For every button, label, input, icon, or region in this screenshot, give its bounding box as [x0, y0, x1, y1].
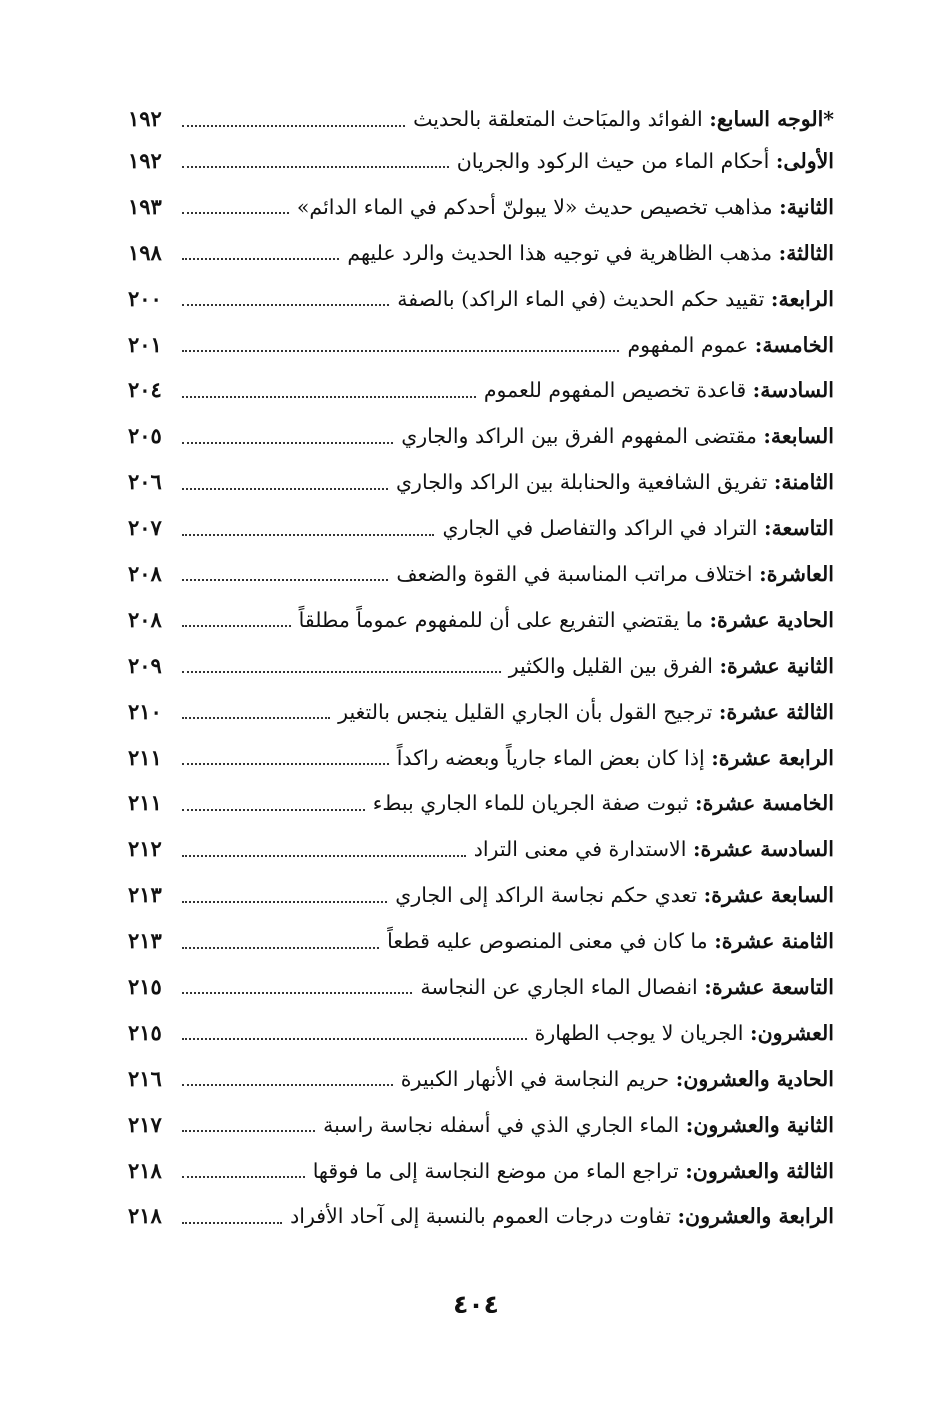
- dot-leader: [182, 395, 476, 398]
- toc-entry-text: تعدي حكم نجاسة الراكد إلى الجاري: [395, 883, 698, 908]
- toc-entry-title: [413, 100, 834, 138]
- toc-entry: [128, 735, 834, 781]
- toc-entry-page: ٢١٢: [128, 836, 162, 862]
- toc-entry-page: ١٩٨: [128, 239, 162, 265]
- toc-entry-text: ما كان في معنى المنصوص عليه قطعاً: [387, 929, 708, 954]
- dot-leader: [182, 487, 388, 490]
- toc-entry-label: الحادية والعشرون:: [675, 1066, 834, 1091]
- toc-entry: [128, 643, 834, 689]
- toc-entry: [128, 367, 834, 413]
- toc-entry-page: ١٩٣: [128, 193, 162, 219]
- dot-leader: [182, 165, 449, 168]
- toc-entry-title: [313, 1149, 834, 1195]
- toc-entry-text: الاستدارة في معنى التراد: [473, 837, 687, 862]
- dot-leader: [182, 716, 330, 719]
- toc-entry-label: الرابعة عشرة:: [711, 745, 834, 770]
- toc-entry-title: [323, 1103, 834, 1149]
- toc-entry-text: الفوائد والمبَاحث المتعلقة بالحديث: [413, 107, 703, 131]
- toc-entry: [128, 780, 834, 826]
- toc-entry-text: التراد في الراكد والتفاصل في الجاري: [442, 516, 758, 541]
- toc-entry: [128, 1010, 834, 1056]
- table-of-contents: [128, 100, 834, 1239]
- dot-leader: [182, 1175, 305, 1178]
- toc-entry: [128, 826, 834, 872]
- dot-leader: [182, 211, 289, 214]
- toc-entry-title: [401, 414, 834, 460]
- dot-leader: [182, 670, 501, 673]
- toc-entry-text: تقييد حكم الحديث (في الماء الراكد) بالصفة: [397, 286, 765, 311]
- toc-entry-title: [395, 873, 834, 919]
- toc-entry-page: ٢١٨: [128, 1157, 162, 1183]
- toc-entry-text: اختلاف مراتب المناسبة في القوة والضعف: [396, 562, 753, 587]
- toc-entry: [128, 1056, 834, 1102]
- toc-entry-label: *الوجه السابع:: [709, 107, 834, 131]
- toc-entry-label: السابعة عشرة:: [703, 883, 834, 908]
- toc-entry: [128, 964, 834, 1010]
- toc-entry-text: مذهب الظاهرية في توجيه هذا الحديث والرد عليهم: [347, 240, 773, 265]
- dot-leader: [182, 808, 365, 811]
- toc-entry-title: [484, 368, 834, 414]
- toc-entry-label: العشرون:: [750, 1020, 834, 1045]
- toc-entry-title: [397, 736, 834, 782]
- toc-entry-text: مذاهب تخصيص حديث «لا يبولنّ أحدكم في الماء الدائم»: [296, 194, 773, 219]
- dot-leader: [182, 946, 379, 949]
- toc-entry-label: السابعة:: [763, 424, 834, 449]
- toc-entry-label: الثامنة:: [773, 470, 834, 495]
- toc-entry-label: الثالثة والعشرون:: [685, 1158, 834, 1183]
- toc-entry-page: ٢٠٩: [128, 652, 162, 678]
- toc-entry-label: الثالثة عشرة:: [718, 699, 834, 724]
- toc-entry-text: ما يقتضي التفريع على أن للمفهوم عموماً مطلقاً: [298, 607, 703, 632]
- toc-entry-page: ٢١٠: [128, 698, 162, 724]
- toc-entry: [128, 184, 834, 230]
- toc-entry: [128, 413, 834, 459]
- toc-entry: [128, 1193, 834, 1239]
- toc-entry-page: ١٩٢: [128, 148, 162, 173]
- toc-entry: [128, 1148, 834, 1194]
- toc-entry-title: [474, 827, 834, 873]
- dot-leader: [182, 257, 339, 260]
- toc-entry-text: عموم المفهوم: [627, 332, 749, 357]
- toc-entry: [128, 551, 834, 597]
- toc-entry-text: تفريق الشافعية والحنابلة بين الراكد والجاري: [396, 470, 768, 495]
- toc-entry-label: الأولى:: [775, 149, 834, 173]
- toc-entry-title: [442, 506, 834, 552]
- toc-entry-text: الجريان لا يوجب الطهارة: [534, 1020, 744, 1045]
- toc-entry-page: ٢٠٧: [128, 515, 162, 541]
- toc-entry-label: الخامسة عشرة:: [695, 791, 834, 816]
- dot-leader: [182, 578, 388, 581]
- dot-leader: [182, 124, 405, 127]
- toc-entry-page: ٢٠١: [128, 331, 162, 357]
- toc-entry-page: ٢٠٥: [128, 423, 162, 449]
- toc-entry-title: [347, 231, 834, 277]
- toc-entry: [128, 230, 834, 276]
- dot-leader: [182, 1037, 527, 1040]
- toc-entry: [128, 459, 834, 505]
- toc-entry-title: [290, 1194, 834, 1240]
- dot-leader: [182, 441, 393, 444]
- toc-entry-page: ٢١١: [128, 744, 162, 770]
- toc-entry-title: [509, 644, 834, 690]
- toc-entry: [128, 138, 834, 184]
- toc-entry-label: الرابعة:: [770, 286, 834, 311]
- dot-leader: [182, 1129, 315, 1132]
- toc-entry-title: [627, 323, 834, 369]
- toc-entry: [128, 322, 834, 368]
- toc-entry-page: ٢١٥: [128, 974, 162, 1000]
- toc-entry: [128, 1102, 834, 1148]
- toc-entry-label: التاسعة عشرة:: [704, 975, 834, 1000]
- toc-entry-label: الثالثة:: [778, 240, 834, 265]
- toc-entry: [128, 689, 834, 735]
- toc-entry-title: [299, 598, 834, 644]
- toc-entry-label: العاشرة:: [759, 562, 834, 587]
- toc-entry-page: ٢٠٨: [128, 606, 162, 632]
- toc-entry-text: الفرق بين القليل والكثير: [508, 653, 713, 678]
- dot-leader: [182, 349, 619, 352]
- toc-entry-page: ٢١١: [128, 790, 162, 816]
- toc-entry-title: [387, 919, 834, 965]
- toc-entry-page: ٢١٨: [128, 1203, 162, 1229]
- toc-entry-text: أحكام الماء من حيث الركود والجريان: [456, 149, 770, 173]
- page-number: ٤٠٤: [453, 1290, 499, 1319]
- dot-leader: [182, 854, 466, 857]
- toc-entry-text: تفاوت درجات العموم بالنسبة إلى آحاد الأفراد: [290, 1204, 671, 1229]
- toc-entry: [128, 276, 834, 322]
- dot-leader: [182, 991, 412, 994]
- toc-entry-title: [338, 690, 834, 736]
- toc-entry-title: [457, 139, 834, 185]
- toc-entry-title: [396, 552, 834, 598]
- toc-entry: [128, 100, 834, 138]
- toc-entry-label: الثانية عشرة:: [719, 653, 834, 678]
- dot-leader: [182, 900, 387, 903]
- toc-entry-title: [373, 781, 834, 827]
- dot-leader: [182, 1083, 393, 1086]
- toc-entry-title: [297, 185, 834, 231]
- toc-entry-page: ٢٠٦: [128, 469, 162, 495]
- toc-entry-page: ٢١٣: [128, 928, 162, 954]
- toc-entry-page: ٢١٦: [128, 1065, 162, 1091]
- toc-entry-title: [397, 277, 834, 323]
- toc-entry: [128, 918, 834, 964]
- toc-entry-text: تراجع الماء من موضع النجاسة إلى ما فوقها: [312, 1158, 679, 1183]
- toc-entry-text: ثبوت صفة الجريان للماء الجاري ببطء: [372, 791, 689, 816]
- toc-entry-page: ٢١٥: [128, 1019, 162, 1045]
- toc-entry-page: ٢١٣: [128, 882, 162, 908]
- toc-entry: [128, 872, 834, 918]
- toc-entry-title: [396, 460, 834, 506]
- toc-entry-text: حريم النجاسة في الأنهار الكبيرة: [400, 1066, 670, 1091]
- toc-entry-label: الثانية:: [779, 194, 834, 219]
- toc-entry: [128, 597, 834, 643]
- toc-entry-page: ٢٠٠: [128, 285, 162, 311]
- toc-entry-label: الرابعة والعشرون:: [677, 1204, 834, 1229]
- toc-entry: [128, 505, 834, 551]
- toc-entry-text: ترجيح القول بأن الجاري القليل ينجس بالتغير: [338, 699, 713, 724]
- toc-entry-text: إذا كان بعض الماء جارياً وبعضه راكداً: [396, 745, 705, 770]
- toc-entry-text: قاعدة تخصيص المفهوم للعموم: [483, 378, 747, 403]
- dot-leader: [182, 303, 389, 306]
- toc-entry-text: مقتضى المفهوم الفرق بين الراكد والجاري: [401, 424, 757, 449]
- toc-entry-page: ٢١٧: [128, 1111, 162, 1137]
- toc-entry-label: الخامسة:: [754, 332, 834, 357]
- toc-entry-text: انفصال الماء الجاري عن النجاسة: [420, 975, 698, 1000]
- toc-entry-title: [420, 965, 834, 1011]
- toc-entry-label: الثامنة عشرة:: [714, 929, 834, 954]
- toc-entry-label: السادسة عشرة:: [692, 837, 834, 862]
- toc-entry-title: [401, 1057, 834, 1103]
- toc-entry-label: التاسعة:: [764, 516, 834, 541]
- dot-leader: [182, 533, 434, 536]
- toc-entry-text: الماء الجاري الذي في أسفله نجاسة راسبة: [323, 1112, 680, 1137]
- toc-entry-label: الثانية والعشرون:: [685, 1112, 834, 1137]
- dot-leader: [182, 762, 389, 765]
- toc-entry-label: الحادية عشرة:: [709, 607, 834, 632]
- toc-entry-title: [535, 1011, 834, 1057]
- dot-leader: [182, 624, 291, 627]
- toc-entry-label: السادسة:: [752, 378, 834, 403]
- toc-entry-page: ١٩٢: [128, 106, 162, 131]
- toc-entry-page: ٢٠٨: [128, 561, 162, 587]
- toc-entry-page: ٢٠٤: [128, 377, 162, 403]
- dot-leader: [182, 1221, 282, 1224]
